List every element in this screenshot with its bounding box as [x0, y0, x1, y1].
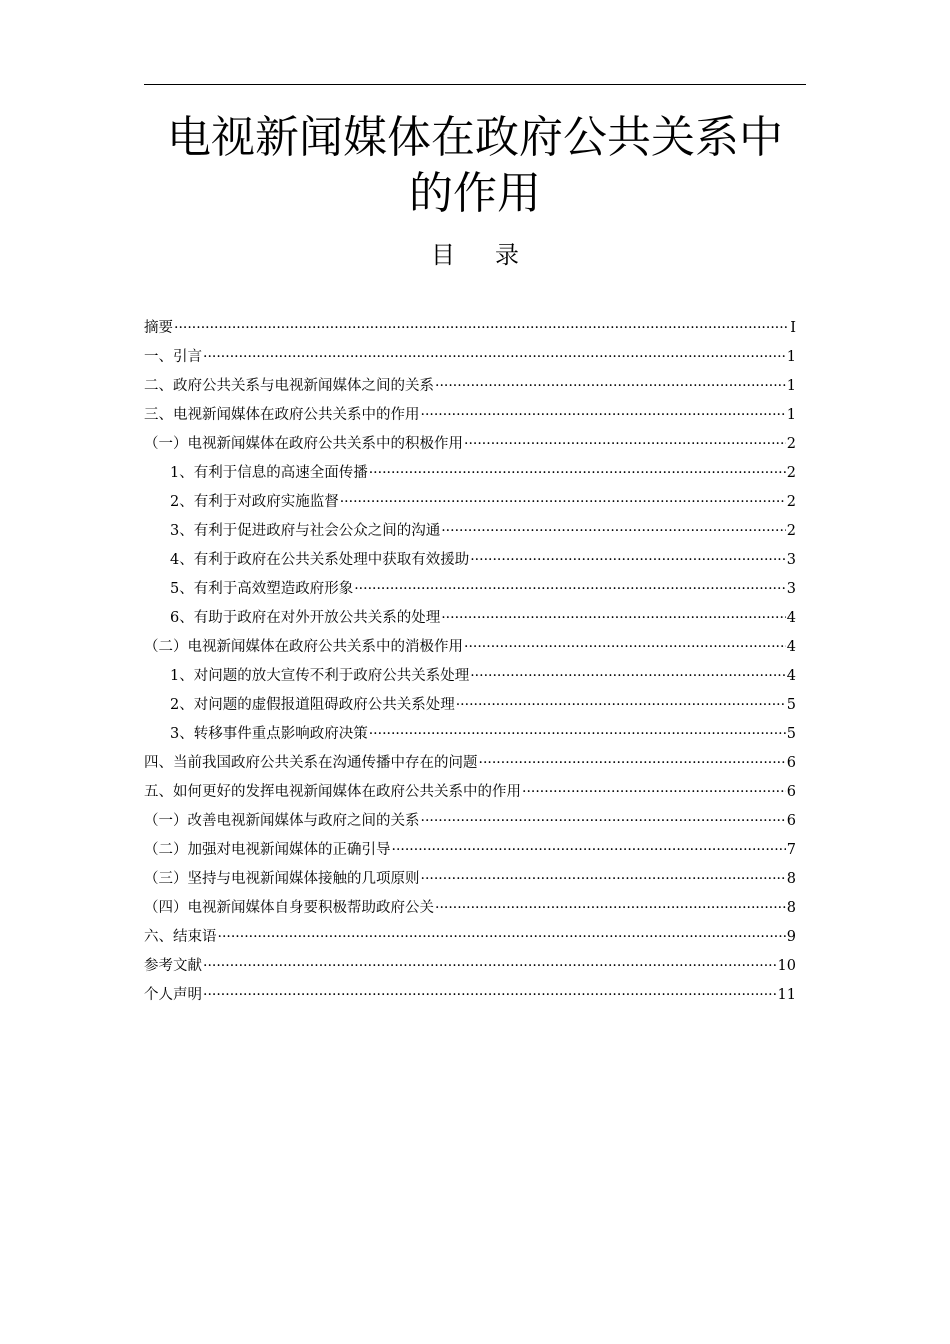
toc-entry[interactable] [144, 343, 796, 372]
toc-dot-leader [479, 749, 786, 778]
toc-entry-page-number: 3 [786, 552, 796, 568]
toc-entry[interactable] [144, 691, 796, 720]
toc-entry-page-number: 3 [786, 581, 796, 597]
toc-entry-label: （三）坚持与电视新闻媒体接触的几项原则 [144, 871, 420, 887]
toc-entry-page-number: 11 [777, 987, 796, 1003]
toc-entry-page-number: 8 [786, 900, 796, 916]
toc-entry-label: 二、政府公共关系与电视新闻媒体之间的关系 [144, 378, 434, 394]
toc-dot-leader [340, 488, 786, 517]
toc-heading-char-1: 目 [431, 241, 455, 269]
table-of-contents [144, 314, 796, 1010]
toc-entry[interactable] [144, 923, 796, 952]
toc-entry-label: 2、有利于对政府实施监督 [170, 494, 339, 510]
toc-dot-leader [203, 343, 786, 372]
title-line-1: 电视新闻媒体在政府公共关系中 [167, 112, 783, 163]
toc-dot-leader [522, 778, 786, 807]
toc-entry-page-number: 2 [786, 494, 796, 510]
toc-entry-label: 参考文献 [144, 958, 202, 974]
toc-entry-page-number: 6 [786, 784, 796, 800]
toc-dot-leader [441, 517, 786, 546]
toc-entry[interactable] [144, 604, 796, 633]
toc-entry-label: 1、对问题的放大宣传不利于政府公共关系处理 [170, 668, 470, 684]
toc-entry[interactable] [144, 836, 796, 865]
toc-entry-page-number: 8 [786, 871, 796, 887]
toc-entry[interactable] [144, 430, 796, 459]
toc-dot-leader [369, 720, 786, 749]
toc-entry[interactable] [144, 720, 796, 749]
toc-entry[interactable] [144, 952, 796, 981]
toc-entry-label: （四）电视新闻媒体自身要积极帮助政府公关 [144, 900, 434, 916]
toc-dot-leader [421, 401, 786, 430]
toc-dot-leader [435, 894, 786, 923]
toc-entry[interactable] [144, 314, 796, 343]
toc-entry-label: （二）电视新闻媒体在政府公共关系中的消极作用 [144, 639, 463, 655]
toc-entry[interactable] [144, 488, 796, 517]
toc-dot-leader [354, 575, 786, 604]
toc-entry-page-number: 1 [786, 349, 796, 365]
toc-dot-leader [369, 459, 786, 488]
toc-entry-label: 6、有助于政府在对外开放公共关系的处理 [170, 610, 441, 626]
toc-entry-label: 六、结束语 [144, 929, 217, 945]
toc-entry[interactable] [144, 459, 796, 488]
toc-entry-page-number: 1 [786, 378, 796, 394]
toc-entry-page-number: 2 [786, 523, 796, 539]
toc-entry-page-number: 6 [786, 755, 796, 771]
toc-entry[interactable] [144, 749, 796, 778]
toc-entry-label: 3、有利于促进政府与社会公众之间的沟通 [170, 523, 441, 539]
toc-entry-label: 摘要 [144, 320, 173, 336]
toc-entry-page-number: 10 [777, 958, 796, 974]
toc-entry-page-number: 1 [786, 407, 796, 423]
toc-entry-label: 个人声明 [144, 987, 202, 1003]
toc-dot-leader [421, 807, 786, 836]
toc-dot-leader [218, 923, 786, 952]
toc-entry[interactable] [144, 575, 796, 604]
toc-entry[interactable] [144, 546, 796, 575]
toc-entry[interactable] [144, 807, 796, 836]
toc-heading [144, 238, 806, 272]
toc-entry-page-number: 6 [786, 813, 796, 829]
toc-entry-label: 一、引言 [144, 349, 202, 365]
toc-entry-label: 1、有利于信息的高速全面传播 [170, 465, 368, 481]
toc-entry[interactable] [144, 633, 796, 662]
toc-entry-page-number: 4 [786, 610, 796, 626]
toc-entry[interactable] [144, 662, 796, 691]
header-rule [144, 84, 806, 85]
toc-dot-leader [464, 430, 786, 459]
toc-entry[interactable] [144, 981, 796, 1010]
toc-dot-leader [421, 865, 786, 894]
title-line-2: 的作用 [409, 168, 541, 219]
toc-dot-leader [441, 604, 786, 633]
document-title [144, 110, 806, 222]
toc-entry-label: 3、转移事件重点影响政府决策 [170, 726, 368, 742]
toc-entry-label: 三、电视新闻媒体在政府公共关系中的作用 [144, 407, 420, 423]
toc-dot-leader [464, 633, 786, 662]
toc-entry-label: （二）加强对电视新闻媒体的正确引导 [144, 842, 391, 858]
toc-entry-label: 五、如何更好的发挥电视新闻媒体在政府公共关系中的作用 [144, 784, 521, 800]
toc-dot-leader [174, 314, 789, 343]
toc-heading-char-2: 录 [495, 241, 519, 269]
toc-entry-label: 2、对问题的虚假报道阻碍政府公共关系处理 [170, 697, 455, 713]
toc-entry-label: （一）改善电视新闻媒体与政府之间的关系 [144, 813, 420, 829]
toc-entry[interactable] [144, 894, 796, 923]
toc-dot-leader [435, 372, 786, 401]
toc-dot-leader [470, 662, 786, 691]
toc-entry-page-number: 5 [786, 726, 796, 742]
toc-entry-page-number: 5 [786, 697, 796, 713]
toc-entry[interactable] [144, 517, 796, 546]
toc-entry-page-number: 4 [786, 668, 796, 684]
toc-entry-page-number: 7 [786, 842, 796, 858]
toc-entry-page-number: 2 [786, 436, 796, 452]
toc-dot-leader [456, 691, 786, 720]
toc-dot-leader [203, 981, 777, 1010]
toc-dot-leader [470, 546, 786, 575]
toc-entry[interactable] [144, 401, 796, 430]
toc-dot-leader [203, 952, 777, 981]
toc-dot-leader [392, 836, 786, 865]
toc-entry-page-number: 4 [786, 639, 796, 655]
toc-entry-label: 4、有利于政府在公共关系处理中获取有效援助 [170, 552, 470, 568]
toc-entry-page-number: I [790, 320, 796, 336]
toc-entry[interactable] [144, 865, 796, 894]
toc-entry[interactable] [144, 372, 796, 401]
toc-entry-label: 5、有利于高效塑造政府形象 [170, 581, 354, 597]
toc-entry[interactable] [144, 778, 796, 807]
toc-entry-page-number: 2 [786, 465, 796, 481]
toc-entry-label: 四、当前我国政府公共关系在沟通传播中存在的问题 [144, 755, 478, 771]
toc-entry-label: （一）电视新闻媒体在政府公共关系中的积极作用 [144, 436, 463, 452]
toc-entry-page-number: 9 [786, 929, 796, 945]
